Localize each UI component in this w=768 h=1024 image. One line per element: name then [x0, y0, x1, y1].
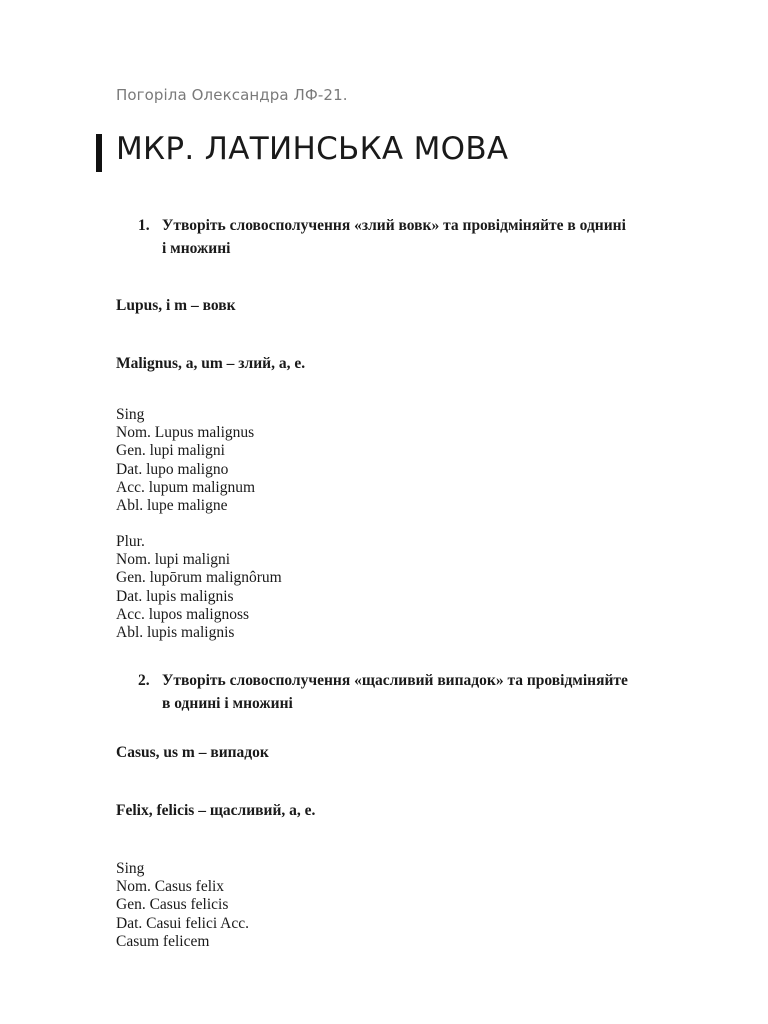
- case-line: Nom. lupi maligni: [116, 551, 231, 569]
- author-line: Погоріла Олександра ЛФ-21.: [116, 86, 348, 104]
- singular-declension: [116, 406, 255, 515]
- number-label: Plur.: [116, 533, 145, 550]
- plural-declension: [116, 533, 282, 642]
- number-label: Sing: [116, 860, 145, 877]
- singular-declension: [116, 860, 249, 951]
- case-line: Dat. lupis malignis: [116, 587, 234, 605]
- case-line: Dat. lupo maligno: [116, 460, 229, 478]
- task-1: [138, 214, 638, 262]
- task-2: [138, 669, 638, 717]
- case-line: Gen. Casus felicis: [116, 896, 229, 914]
- title-accent-bar: [96, 134, 102, 172]
- case-line: Gen. lupōrum malignôrum: [116, 569, 282, 587]
- number-label: Sing: [116, 406, 145, 423]
- case-line: Acc. lupos malignoss: [116, 605, 250, 623]
- case-line: Nom. Lupus malignus: [116, 424, 255, 442]
- noun-entry: Casus, us m – випадок: [116, 744, 269, 761]
- task-text: Утворіть словосполучення «злий вовк» та провідміняйте в однині і множині: [162, 217, 626, 257]
- document-title: МКР. ЛАТИНСЬКА МОВА: [116, 131, 509, 167]
- case-line: Acc. lupum malignum: [116, 478, 256, 496]
- noun-entry: Lupus, i m – вовк: [116, 297, 236, 314]
- case-line: Abl. lupis malignis: [116, 624, 235, 642]
- case-line: Dat. Casui felici Acc.: [116, 914, 249, 932]
- task-number: 2.: [138, 672, 150, 689]
- case-line: Casum felicem: [116, 932, 210, 950]
- task-number: 1.: [138, 217, 150, 234]
- case-line: Abl. lupe maligne: [116, 497, 228, 515]
- adjective-entry: Felix, felicis – щасливий, а, е.: [116, 802, 316, 819]
- case-line: Nom. Casus felix: [116, 878, 225, 896]
- task-text: Утворіть словосполучення «щасливий випадок» та провідміняйте в однині і множині: [162, 672, 628, 712]
- adjective-entry: Malignus, a, um – злий, а, е.: [116, 355, 306, 372]
- case-line: Gen. lupi maligni: [116, 442, 225, 460]
